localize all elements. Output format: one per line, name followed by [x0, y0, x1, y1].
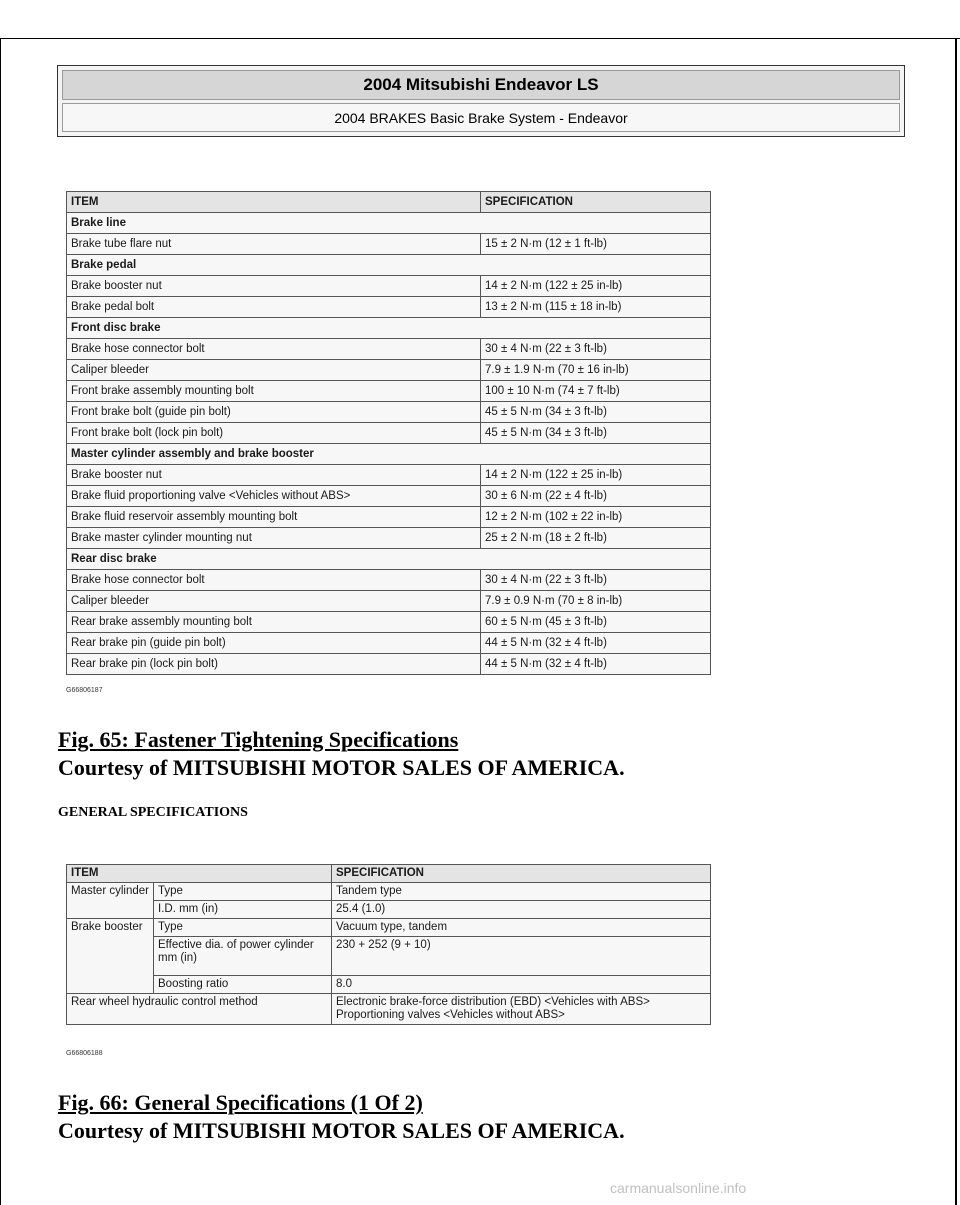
table-row [67, 234, 711, 255]
table-row [67, 528, 711, 549]
column-header-specification: SPECIFICATION [481, 192, 711, 213]
table-row [67, 883, 711, 901]
document-header [57, 65, 905, 137]
table-row [67, 402, 711, 423]
spec-cell: 12 ± 2 N·m (102 ± 22 in-lb) [481, 507, 711, 528]
page-border-right [955, 38, 957, 1205]
item-cell: Front brake bolt (guide pin bolt) [67, 402, 481, 423]
rear-control-label: Rear wheel hydraulic control method [67, 994, 332, 1025]
group-label: Brake line [67, 213, 711, 234]
spec-cell: 44 ± 5 N·m (32 ± 4 ft-lb) [481, 654, 711, 675]
item-cell: Brake master cylinder mounting nut [67, 528, 481, 549]
item-cell: Brake hose connector bolt [67, 339, 481, 360]
table-row [67, 901, 711, 919]
figure-code: G66806187 [66, 687, 103, 694]
table-header-row [67, 192, 711, 213]
document-title: 2004 Mitsubishi Endeavor LS [62, 70, 900, 100]
group-row [67, 255, 711, 276]
figure-code: G66806188 [66, 1050, 103, 1057]
bb-dia-value: 230 + 252 (9 + 10) [332, 937, 711, 976]
spec-cell: 7.9 ± 0.9 N·m (70 ± 8 in-lb) [481, 591, 711, 612]
spec-cell: 14 ± 2 N·m (122 ± 25 in-lb) [481, 465, 711, 486]
fig66-title-text: Fig. 66: General Specifications (1 Of 2) [58, 1090, 423, 1115]
item-cell: Rear brake assembly mounting bolt [67, 612, 481, 633]
table-row [67, 423, 711, 444]
table-row [67, 465, 711, 486]
spec-cell: 15 ± 2 N·m (12 ± 1 ft-lb) [481, 234, 711, 255]
page-border-top [0, 38, 960, 39]
bb-ratio-value: 8.0 [332, 976, 711, 994]
table-row [67, 919, 711, 937]
bb-type-label: Type [154, 919, 332, 937]
table-row [67, 381, 711, 402]
page-border-left [0, 38, 1, 1205]
item-cell: Front brake bolt (lock pin bolt) [67, 423, 481, 444]
group-row [67, 549, 711, 570]
spec-cell: 7.9 ± 1.9 N·m (70 ± 16 in-lb) [481, 360, 711, 381]
mc-id-label: I.D. mm (in) [154, 901, 332, 919]
table-row [67, 654, 711, 675]
group-label: Master cylinder assembly and brake booster [67, 444, 711, 465]
spec-cell: 30 ± 6 N·m (22 ± 4 ft-lb) [481, 486, 711, 507]
item-cell: Brake booster nut [67, 276, 481, 297]
item-cell: Caliper bleeder [67, 591, 481, 612]
general-spec-table [66, 864, 711, 1025]
group-row [67, 318, 711, 339]
item-cell: Brake fluid reservoir assembly mounting bolt [67, 507, 481, 528]
table-row [67, 507, 711, 528]
item-cell: Rear brake pin (guide pin bolt) [67, 633, 481, 654]
item-cell: Brake fluid proportioning valve <Vehicles without ABS> [67, 486, 481, 507]
bb-dia-label: Effective dia. of power cylinder mm (in) [154, 937, 332, 976]
table-row [67, 297, 711, 318]
watermark: carmanualsonline.info [610, 1180, 747, 1196]
group-label: Front disc brake [67, 318, 711, 339]
column-header-item: ITEM [67, 865, 332, 883]
item-cell: Brake tube flare nut [67, 234, 481, 255]
rear-control-value [332, 994, 711, 1025]
table-row [67, 486, 711, 507]
table-row [67, 633, 711, 654]
item-cell: Brake booster nut [67, 465, 481, 486]
table-header-row [67, 865, 711, 883]
table-row [67, 937, 711, 976]
table-row [67, 570, 711, 591]
master-cylinder-label: Master cylinder [67, 883, 154, 919]
table-row [67, 360, 711, 381]
section-heading: GENERAL SPECIFICATIONS [58, 805, 248, 820]
spec-cell: 100 ± 10 N·m (74 ± 7 ft-lb) [481, 381, 711, 402]
group-row [67, 213, 711, 234]
mc-type-value: Tandem type [332, 883, 711, 901]
spec-cell: 44 ± 5 N·m (32 ± 4 ft-lb) [481, 633, 711, 654]
fig65-courtesy: Courtesy of MITSUBISHI MOTOR SALES OF AMERICA. [58, 755, 625, 780]
fig65-title-text: Fig. 65: Fastener Tightening Specifications [58, 727, 459, 752]
document-subtitle: 2004 BRAKES Basic Brake System - Endeavor [62, 103, 900, 132]
group-row [67, 444, 711, 465]
item-cell: Brake hose connector bolt [67, 570, 481, 591]
item-cell: Caliper bleeder [67, 360, 481, 381]
table-row [67, 976, 711, 994]
fastener-spec-table-body [67, 192, 711, 675]
spec-cell: 25 ± 2 N·m (18 ± 2 ft-lb) [481, 528, 711, 549]
fig66-courtesy: Courtesy of MITSUBISHI MOTOR SALES OF AMERICA. [58, 1118, 625, 1143]
spec-cell: 14 ± 2 N·m (122 ± 25 in-lb) [481, 276, 711, 297]
table-row [67, 276, 711, 297]
item-cell: Front brake assembly mounting bolt [67, 381, 481, 402]
bb-ratio-label: Boosting ratio [154, 976, 332, 994]
item-cell: Brake pedal bolt [67, 297, 481, 318]
table-row [67, 339, 711, 360]
column-header-item: ITEM [67, 192, 481, 213]
column-header-specification: SPECIFICATION [332, 865, 711, 883]
group-label: Brake pedal [67, 255, 711, 276]
fastener-spec-table [66, 191, 711, 675]
rear-control-value-line1: Electronic brake-force distribution (EBD) <Vehicles with ABS> [336, 996, 650, 1008]
table-row [67, 612, 711, 633]
table-row [67, 994, 711, 1025]
brake-booster-label: Brake booster [67, 919, 154, 994]
rear-control-value-line2: Proportioning valves <Vehicles without ABS> [336, 1009, 565, 1021]
table-row [67, 591, 711, 612]
spec-cell: 13 ± 2 N·m (115 ± 18 in-lb) [481, 297, 711, 318]
mc-id-value: 25.4 (1.0) [332, 901, 711, 919]
fig66-title [58, 1090, 423, 1116]
spec-cell: 60 ± 5 N·m (45 ± 3 ft-lb) [481, 612, 711, 633]
spec-cell: 30 ± 4 N·m (22 ± 3 ft-lb) [481, 339, 711, 360]
bb-type-value: Vacuum type, tandem [332, 919, 711, 937]
item-cell: Rear brake pin (lock pin bolt) [67, 654, 481, 675]
group-label: Rear disc brake [67, 549, 711, 570]
spec-cell: 45 ± 5 N·m (34 ± 3 ft-lb) [481, 402, 711, 423]
spec-cell: 30 ± 4 N·m (22 ± 3 ft-lb) [481, 570, 711, 591]
mc-type-label: Type [154, 883, 332, 901]
fig65-title [58, 727, 458, 753]
spec-cell: 45 ± 5 N·m (34 ± 3 ft-lb) [481, 423, 711, 444]
